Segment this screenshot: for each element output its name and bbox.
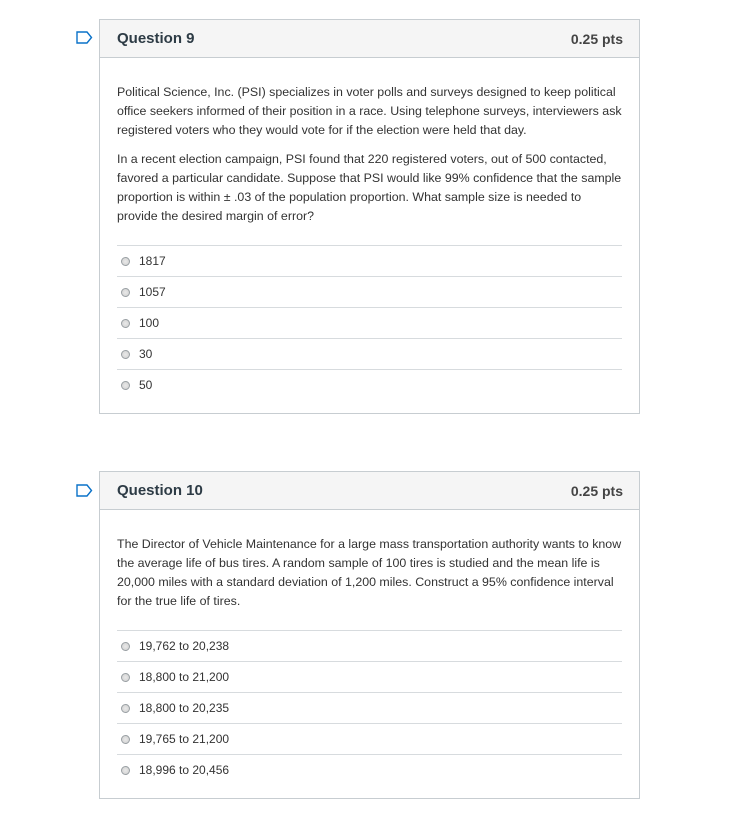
- answer-list: [117, 630, 622, 785]
- answer-label[interactable]: 30: [139, 347, 153, 361]
- answer-label[interactable]: 50: [139, 378, 153, 392]
- question-10: [99, 471, 640, 799]
- radio-button[interactable]: [121, 350, 130, 359]
- answer-list: [117, 245, 622, 400]
- question-title: Question 10: [117, 482, 203, 499]
- answer-option[interactable]: [117, 307, 622, 338]
- question-text: [117, 83, 622, 226]
- answer-option[interactable]: [117, 692, 622, 723]
- question-title: Question 9: [117, 30, 195, 47]
- answer-option[interactable]: [117, 338, 622, 369]
- question-points: 0.25 pts: [570, 30, 623, 47]
- answer-label[interactable]: 18,800 to 21,200: [139, 670, 230, 684]
- answer-label[interactable]: 1057: [139, 285, 166, 299]
- answer-option[interactable]: [117, 276, 622, 307]
- radio-button[interactable]: [121, 735, 130, 744]
- question-paragraph: The Director of Vehicle Maintenance for a large mass transportation authority wants to know the average life of bus tires. A random sample of 100 tires is studied and the mean life is 20,000 miles with a standard deviation of 1,200 miles. Construct a 95% confidence interval for the true life of tires.: [117, 537, 622, 608]
- answer-option[interactable]: [117, 754, 622, 785]
- answer-label[interactable]: 19,765 to 21,200: [139, 732, 230, 746]
- radio-button[interactable]: [121, 766, 130, 775]
- radio-button[interactable]: [121, 704, 130, 713]
- flag-question-icon[interactable]: [76, 31, 93, 44]
- answer-option[interactable]: [117, 245, 622, 276]
- question-paragraph: In a recent election campaign, PSI found that 220 registered voters, out of 500 contacted, favored a particular candidate. Suppose that PSI would like 99% confidence that the sample proportion is within ± .03 of the population proportion. What sample size is needed to provide the desired margin of error?: [117, 152, 622, 223]
- radio-button[interactable]: [121, 381, 130, 390]
- answer-label[interactable]: 18,800 to 20,235: [139, 701, 230, 715]
- radio-button[interactable]: [121, 642, 130, 651]
- answer-label[interactable]: 18,996 to 20,456: [139, 763, 230, 777]
- radio-button[interactable]: [121, 319, 130, 328]
- answer-label[interactable]: 1817: [139, 254, 166, 268]
- answer-option[interactable]: [117, 661, 622, 692]
- question-text: [117, 535, 622, 611]
- radio-button[interactable]: [121, 257, 130, 266]
- question-header: [100, 20, 639, 58]
- answer-option[interactable]: [117, 723, 622, 754]
- answer-option[interactable]: [117, 369, 622, 400]
- flag-question-icon[interactable]: [76, 484, 93, 497]
- answer-label[interactable]: 19,762 to 20,238: [139, 639, 230, 653]
- question-points: 0.25 pts: [570, 482, 623, 499]
- question-header: [100, 472, 639, 510]
- question-paragraph: Political Science, Inc. (PSI) specializes in voter polls and surveys designed to keep political office seekers informed of their position in a race. Using telephone surveys, interviewers ask registered voters who they would vote for if the election were held that day.: [117, 85, 622, 137]
- radio-button[interactable]: [121, 288, 130, 297]
- question-9: [99, 19, 640, 414]
- answer-option[interactable]: [117, 630, 622, 661]
- radio-button[interactable]: [121, 673, 130, 682]
- answer-label[interactable]: 100: [139, 316, 160, 330]
